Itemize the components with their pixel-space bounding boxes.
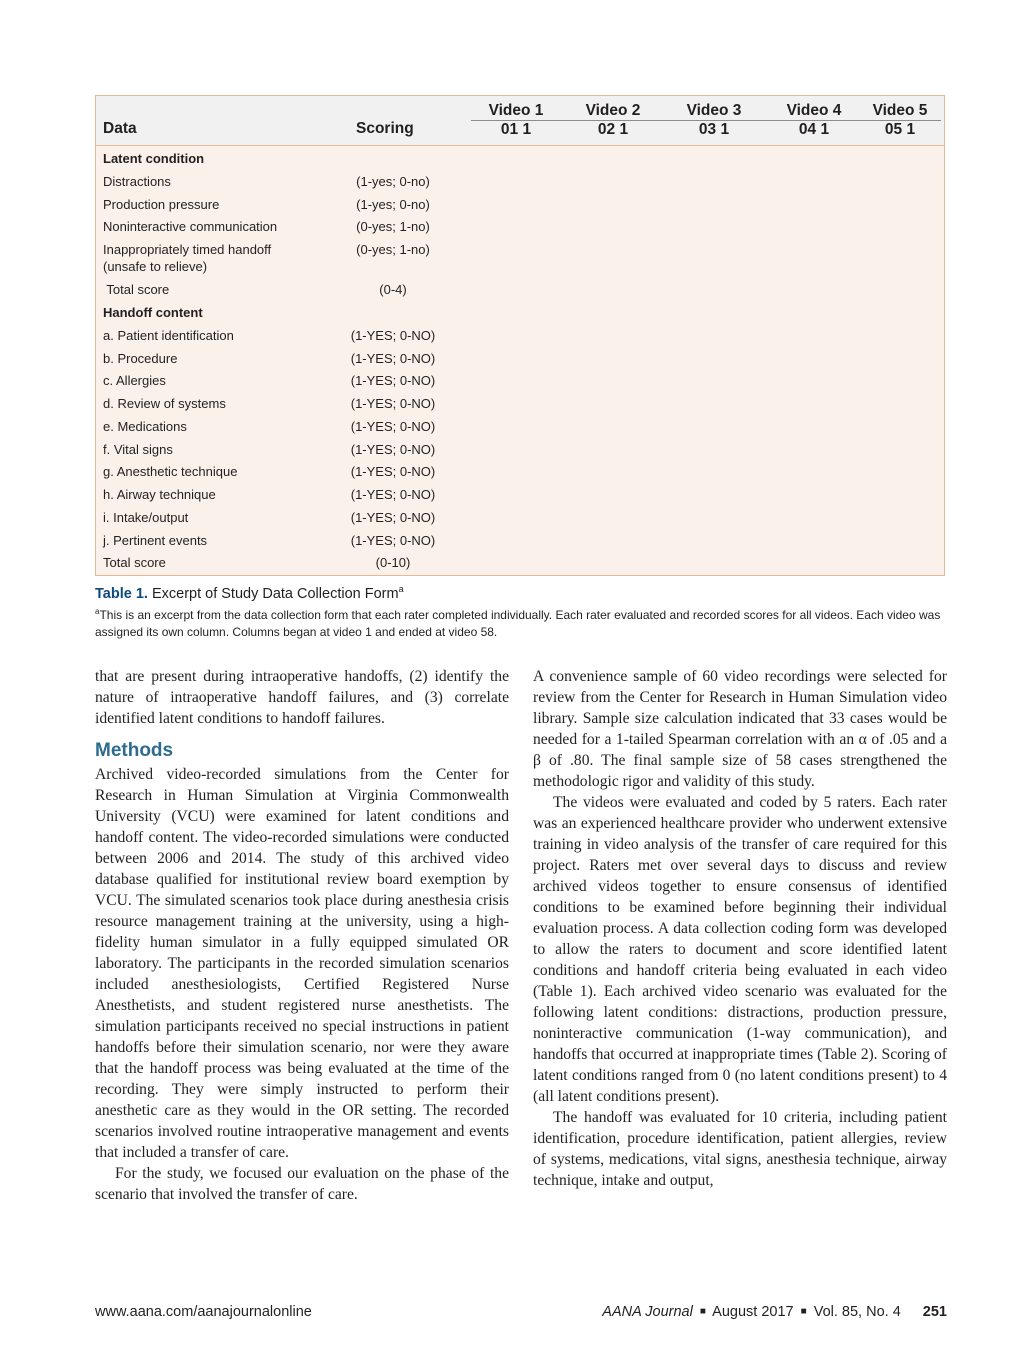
- table-number: Table 1.: [95, 585, 148, 602]
- row-scoring: (1-YES; 0-NO): [350, 464, 436, 479]
- row-scoring: (1-YES; 0-NO): [350, 419, 436, 434]
- row-label: Inappropriately timed handoff: [103, 242, 272, 257]
- row-label: Noninteractive communication: [103, 219, 278, 234]
- table-header: [96, 96, 944, 146]
- left-column: [95, 666, 509, 1205]
- row-scoring: (1-yes; 0-no): [356, 174, 430, 189]
- body-paragraph: The handoff was evaluated for 10 criteria, including patient identification, procedure identification, patient allergies, review of systems, medications, vital signs, anesthesia technique, airway technique, intake and output,: [533, 1109, 947, 1189]
- methods-paragraph: For the study, we focused our evaluation on the phase of the scenario that involved the transfer of care.: [95, 1165, 509, 1203]
- data-collection-table: [95, 95, 945, 576]
- square-bullet-icon: ■: [699, 1306, 706, 1317]
- table-footnote: [95, 603, 950, 641]
- journal-name: AANA Journal: [602, 1304, 693, 1320]
- intro-paragraph: that are present during intraoperative handoffs, (2) identify the nature of intraoperative handoff failures, and (3) correlate identified latent conditions to handoff failures.: [95, 668, 509, 727]
- page-number: 251: [922, 1304, 947, 1320]
- footer-citation: [602, 1304, 947, 1320]
- caption-footnote-mark: a: [398, 584, 404, 594]
- row-label: f. Vital signs: [103, 442, 173, 457]
- table-caption: [95, 584, 404, 602]
- row-label: g. Anesthetic technique: [103, 464, 238, 479]
- row-scoring: (0-10): [375, 555, 411, 570]
- row-label: Total score: [103, 282, 170, 297]
- footnote-text: This is an excerpt from the data collection form that each rater completed individually. Each rater evaluated and recorded scores for all videos. Each video was assigned its own column. Columns began at video 1 and ended at video 58.: [95, 608, 941, 639]
- row-scoring: (1-yes; 0-no): [356, 197, 430, 212]
- row-label: i. Intake/output: [103, 510, 189, 525]
- row-scoring: (1-YES; 0-NO): [350, 487, 436, 502]
- row-scoring: (1-YES; 0-NO): [350, 396, 436, 411]
- row-label: Handoff content: [103, 305, 203, 320]
- issue-date: August 2017: [712, 1304, 794, 1320]
- row-scoring: (1-YES; 0-NO): [350, 351, 436, 366]
- row-label: Total score: [103, 555, 166, 570]
- row-label-continued: (unsafe to relieve): [103, 259, 208, 274]
- methods-heading: Methods: [95, 740, 174, 761]
- header-video-3: Video 3 03 1: [686, 102, 742, 138]
- header-video-5: Video 5 05 1: [872, 102, 928, 138]
- header-scoring: Scoring: [356, 120, 414, 137]
- row-scoring: (0-4): [379, 282, 407, 297]
- square-bullet-icon: ■: [800, 1306, 807, 1317]
- footnote-mark: a: [95, 607, 100, 616]
- row-label: h. Airway technique: [103, 487, 216, 502]
- header-video-1: Video 1 01 1: [488, 102, 544, 138]
- row-scoring: (1-YES; 0-NO): [350, 328, 436, 343]
- row-label: d. Review of systems: [103, 396, 226, 411]
- volume-number: Vol. 85, No. 4: [813, 1304, 901, 1320]
- row-scoring: (1-YES; 0-NO): [350, 373, 436, 388]
- row-label: c. Allergies: [103, 373, 166, 388]
- header-video-4: Video 4 04 1: [786, 102, 842, 138]
- row-label: Production pressure: [103, 197, 220, 212]
- row-label: Distractions: [103, 174, 171, 189]
- row-label: e. Medications: [103, 419, 187, 434]
- journal-url-link[interactable]: www.aana.com/aanajournalonline: [95, 1304, 312, 1320]
- page-footer: [95, 1304, 947, 1324]
- row-scoring: (0-yes; 1-no): [356, 242, 430, 257]
- row-scoring: (1-YES; 0-NO): [350, 510, 436, 525]
- row-scoring: (1-YES; 0-NO): [350, 533, 436, 548]
- row-label: Latent condition: [103, 151, 205, 166]
- body-paragraph: The videos were evaluated and coded by 5 raters. Each rater was an experienced healthcare provider who underwent extensive training in video analysis of the transfer of care required for this project. Raters met over several days to discuss and review archived videos together to ensure consensus of identified conditions to be examined before beginning their individual evaluation process. A data collection coding form was developed to allow the raters to document and score identified latent conditions and handoff criteria being evaluated in each video (Table 1). Each archived video scenario was evaluated for the following latent conditions: distractions, production pressure, noninteractive communication (1-way communication), and handoffs that occurred at inappropriate times (Table 2). Scoring of latent conditions ranged from 0 (no latent conditions present) to 4 (all latent conditions present).: [533, 794, 947, 1105]
- header-video-2: Video 2 02 1: [585, 102, 641, 138]
- row-label: a. Patient identification: [103, 328, 234, 343]
- row-scoring: (1-YES; 0-NO): [350, 442, 436, 457]
- row-scoring: (0-yes; 1-no): [356, 219, 430, 234]
- row-label: b. Procedure: [103, 351, 178, 366]
- methods-paragraph: Archived video-recorded simulations from the Center for Research in Human Simulation at Virginia Commonwealth University (VCU) were examined for latent conditions and handoff content. The video-recorded simulations were conducted between 2006 and 2014. The study of this archived video database qualified for institutional review board exemption by VCU. The simulated scenarios took place during anesthesia crisis resource management training at the university, using a high-fidelity human simulator in a fully equipped simulated OR laboratory. The participants in the recorded simulation scenarios included anesthesiologists, Certified Registered Nurse Anesthetists, and student registered nurse anesthetists. The simulation participants received no special instructions in patient handoffs before their simulation scenario, nor were they aware that the handoff process was being evaluated at the time of the recording. They were simply instructed to perform their anesthetic care as they would in the OR setting. The recorded scenarios involved routine intraoperative management and events that included a transfer of care.: [95, 766, 509, 1161]
- body-paragraph: A convenience sample of 60 video recordings were selected for review from the Center for Research in Human Simulation video library. Sample size calculation indicated that 33 cases would be needed for a 1-tailed Spearman correlation with an α of .05 and a β of .80. The final sample size of 58 cases strengthened the methodologic rigor and validity of this study.: [533, 668, 947, 790]
- table-caption-title: Excerpt of Study Data Collection Form: [151, 585, 399, 602]
- header-data: Data: [103, 120, 137, 137]
- right-column: [533, 666, 947, 1191]
- row-label: j. Pertinent events: [103, 533, 208, 548]
